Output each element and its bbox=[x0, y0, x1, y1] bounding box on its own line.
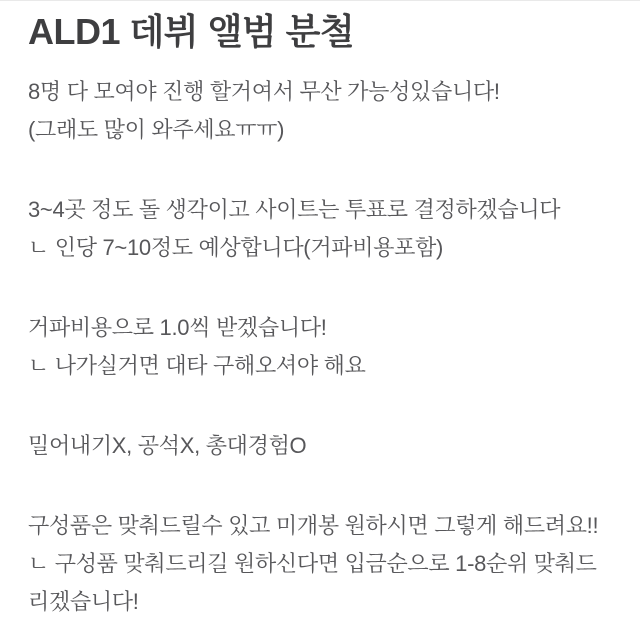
paragraph-rules bbox=[28, 427, 614, 465]
paragraph-line: ㄴ 나가실거면 대타 구해오셔야 해요 bbox=[28, 352, 366, 378]
paragraph-line: 구성품은 맞춰드릴수 있고 미개봉 원하시면 그렇게 해드려요!! bbox=[28, 512, 599, 538]
post-title: ALD1 데뷔 앨범 분철 bbox=[28, 11, 355, 52]
paragraph-line: 3~4곳 정도 돌 생각이고 사이트는 투표로 결정하겠습니다 bbox=[28, 196, 561, 222]
paragraph-line: ㄴ 인당 7~10정도 예상합니다(거파비용포함) bbox=[28, 234, 444, 260]
paragraph-components bbox=[28, 507, 614, 621]
paragraph-line: 거파비용으로 1.0씩 받겠습니다! bbox=[28, 314, 327, 340]
paragraph-line: 밀어내기X, 공석X, 총대경험O bbox=[28, 432, 307, 458]
paragraph-sites-vote bbox=[28, 191, 614, 267]
paragraph-line: (그래도 많이 와주세요ㅠㅠ) bbox=[28, 116, 285, 142]
paragraph-line: 8명 다 모여야 진행 할거여서 무산 가능성있습니다! bbox=[28, 78, 500, 104]
paragraph-line: ㄴ 구성품 맞춰드리길 원하신다면 입금순으로 1-8순위 맞춰드리겠습니다! bbox=[28, 550, 597, 614]
paragraph-fee bbox=[28, 309, 614, 385]
paragraph-attendance bbox=[28, 73, 614, 149]
